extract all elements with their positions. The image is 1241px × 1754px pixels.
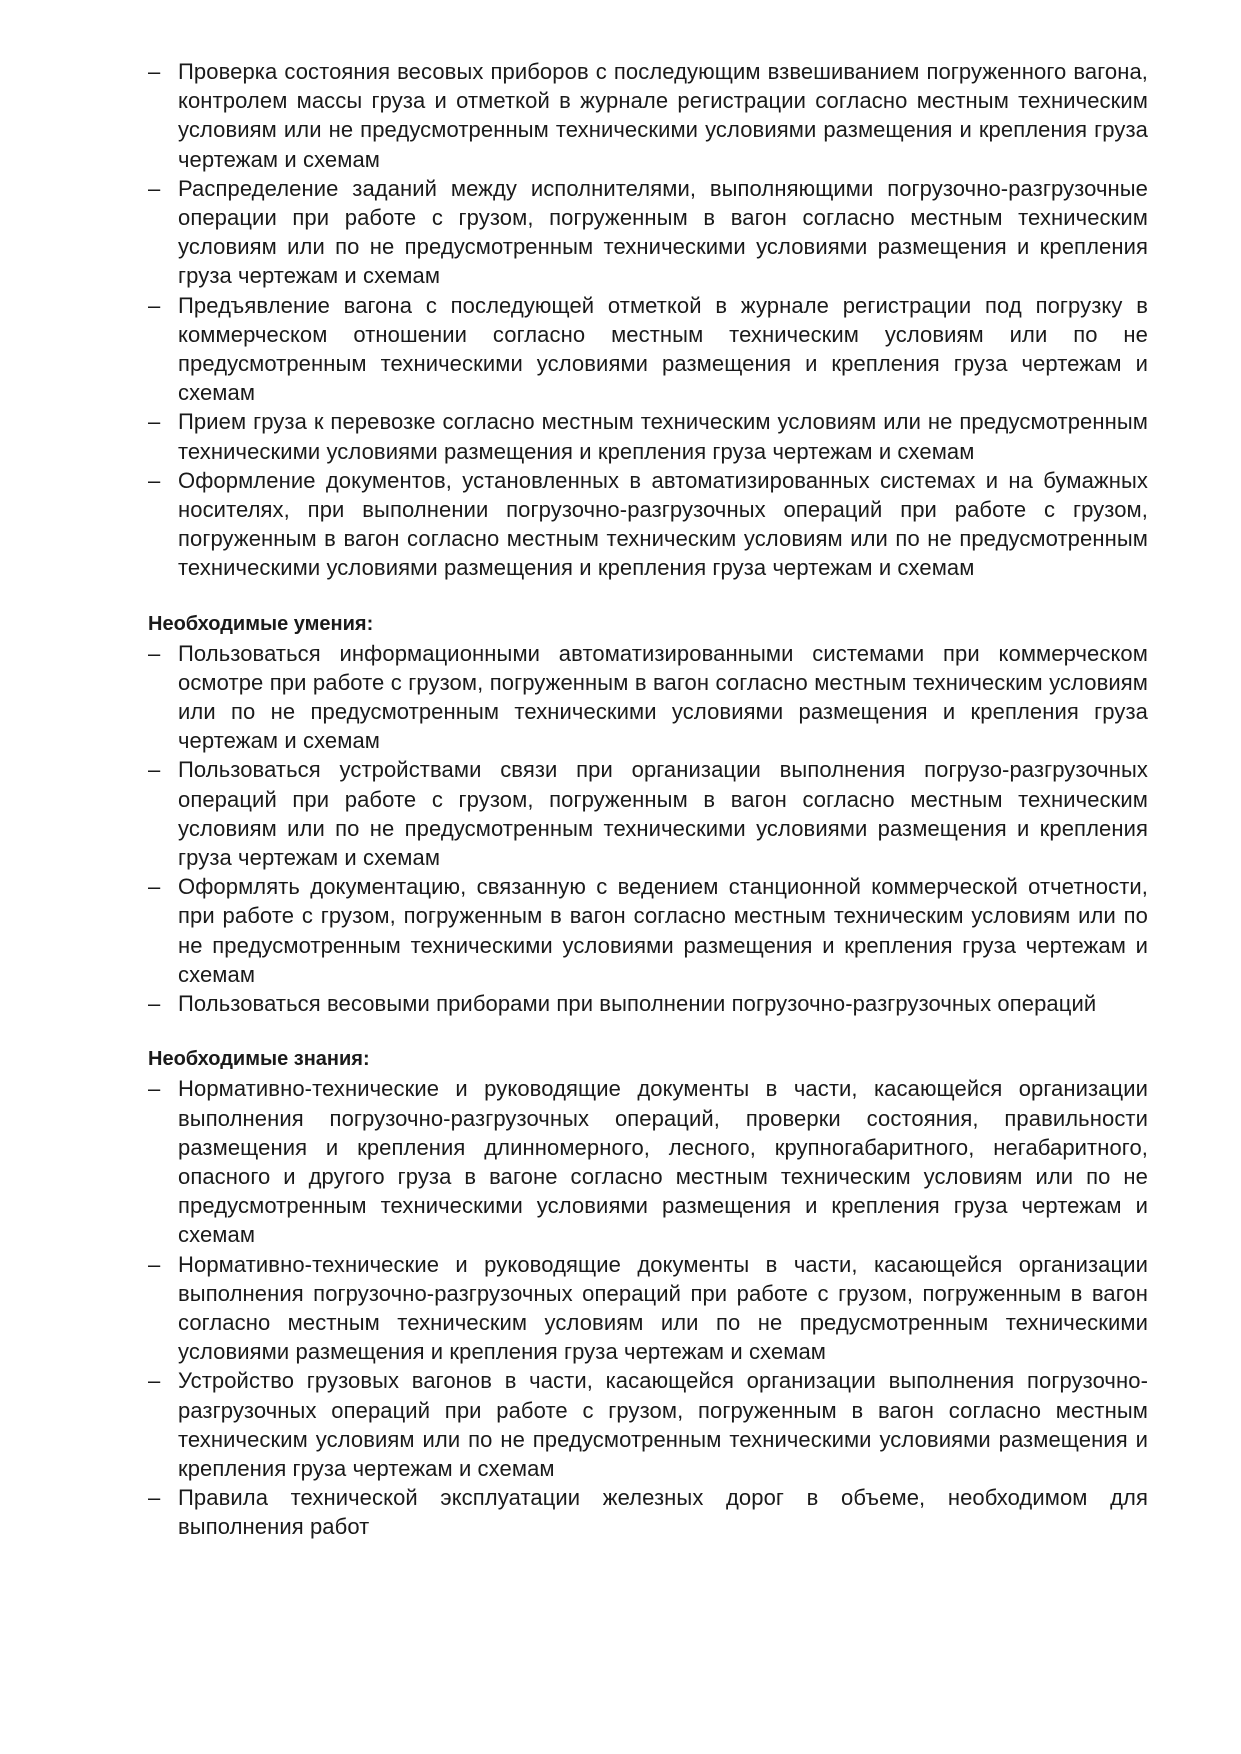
document-page xyxy=(148,57,1148,1542)
dash-bullet-icon: – xyxy=(148,757,161,783)
list-item xyxy=(148,174,1148,291)
list-item-text: Правила технической эксплуатации железных дорог в объеме, необходимом для выполнения работ xyxy=(178,1485,1148,1540)
dash-bullet-icon: – xyxy=(148,292,161,318)
list-item-text: Пользоваться весовыми приборами при выполнении погрузочно-разгрузочных операций xyxy=(178,991,1097,1017)
list-item xyxy=(148,1074,1148,1249)
list-item-text: Оформлять документацию, связанную с ведением станционной коммерческой отчетности, при работе с грузом, погруженным в вагон согласно местным техническим условиям или по не предусмотренным техническими условиями размещения и крепления груза чертежам и схемам xyxy=(178,874,1148,987)
list-item-text: Пользоваться устройствами связи при организации выполнения погрузо-разгрузочных операций при работе с грузом, погруженным в вагон согласно местным техническим условиям или по не предусмотренным техническими условиями размещения и крепления груза чертежам и схемам xyxy=(178,757,1148,871)
dash-bullet-icon: – xyxy=(148,874,161,900)
list-item-text: Устройство грузовых вагонов в части, касающейся организации выполнения погрузочно-разгрузочных операций при работе с грузом, погруженным в вагон согласно местным техническим условиям или по не предусмотренным техническими условиями размещения и крепления груза чертежам и схемам xyxy=(178,1368,1148,1481)
list-item-text: Распределение заданий между исполнителями, выполняющими погрузочно-разгрузочные операции при работе с грузом, погруженным в вагон согласно местным техническим условиям или по не предусмотренным техническими условиями размещения и крепления груза чертежам и схемам xyxy=(178,175,1148,289)
knowledge-list xyxy=(148,1074,1148,1541)
list-item xyxy=(148,291,1148,408)
list-item xyxy=(148,639,1148,756)
knowledge-heading: Необходимые знания: xyxy=(148,1048,370,1071)
list-item-text: Оформление документов, установленных в автоматизированных системах и на бумажных носителях, при выполнении погрузочно-разгрузочных операций при работе с грузом, погруженным в вагон согласно местным техническим условиям или по не предусмотренным техническими условиями размещения и крепления груза чертежам и схемам xyxy=(178,467,1148,581)
list-item xyxy=(148,1366,1148,1483)
skills-heading: Необходимые умения: xyxy=(148,612,374,635)
list-item-text: Проверка состояния весовых приборов с последующим взвешиванием погруженного вагона, контролем массы груза и отметкой в журнале регистрации согласно местным техническим условиям или не предусмотренным техническими условиями размещения и крепления груза чертежам и схемам xyxy=(178,59,1148,172)
list-item-text: Нормативно-технические и руководящие документы в части, касающейся организации выполнения погрузочно-разгрузочных операций при работе с грузом, погруженным в вагон согласно местным техническим условиям или по не предусмотренным техническими условиями размещения и крепления груза чертежам и схемам xyxy=(178,1251,1148,1365)
dash-bullet-icon: – xyxy=(148,1485,161,1511)
list-item xyxy=(148,1250,1148,1367)
dash-bullet-icon: – xyxy=(148,991,161,1017)
list-item xyxy=(148,57,1148,174)
list-item xyxy=(148,989,1148,1018)
dash-bullet-icon: – xyxy=(148,409,161,435)
dash-bullet-icon: – xyxy=(148,1251,161,1277)
dash-bullet-icon: – xyxy=(148,1076,161,1102)
list-item xyxy=(148,466,1148,583)
list-item-text: Предъявление вагона с последующей отметкой в журнале регистрации под погрузку в коммерческом отношении согласно местным техническим условиям или по не предусмотренным техническими условиями размещения и крепления груза чертежам и схемам xyxy=(178,292,1148,406)
list-item xyxy=(148,1483,1148,1541)
skills-list xyxy=(148,639,1148,1019)
dash-bullet-icon: – xyxy=(148,1368,161,1394)
list-item xyxy=(148,872,1148,989)
dash-bullet-icon: – xyxy=(148,59,161,84)
dash-bullet-icon: – xyxy=(148,640,161,666)
list-item-text: Прием груза к перевозке согласно местным техническим условиям или не предусмотренным техническими условиями размещения и крепления груза чертежам и схемам xyxy=(178,409,1148,464)
dash-bullet-icon: – xyxy=(148,175,161,201)
dash-bullet-icon: – xyxy=(148,467,161,493)
list-item xyxy=(148,755,1148,872)
list-item-text: Нормативно-технические и руководящие документы в части, касающейся организации выполнения погрузочно-разгрузочных операций, проверки состояния, правильности размещения и крепления длинномерного, лесного, крупногабаритного, негабаритного, опасного и другого груза в вагоне согласно местным техническим условиям или по не предусмотренным техническими условиями размещения и крепления груза чертежам и схемам xyxy=(178,1076,1148,1248)
list-item-text: Пользоваться информационными автоматизированными системами при коммерческом осмотре при работе с грузом, погруженным в вагон согласно местным техническим условиям или по не предусмотренным техническими условиями размещения и крепления груза чертежам и схемам xyxy=(178,640,1148,754)
list-item xyxy=(148,407,1148,465)
labor-actions-list xyxy=(148,57,1148,583)
